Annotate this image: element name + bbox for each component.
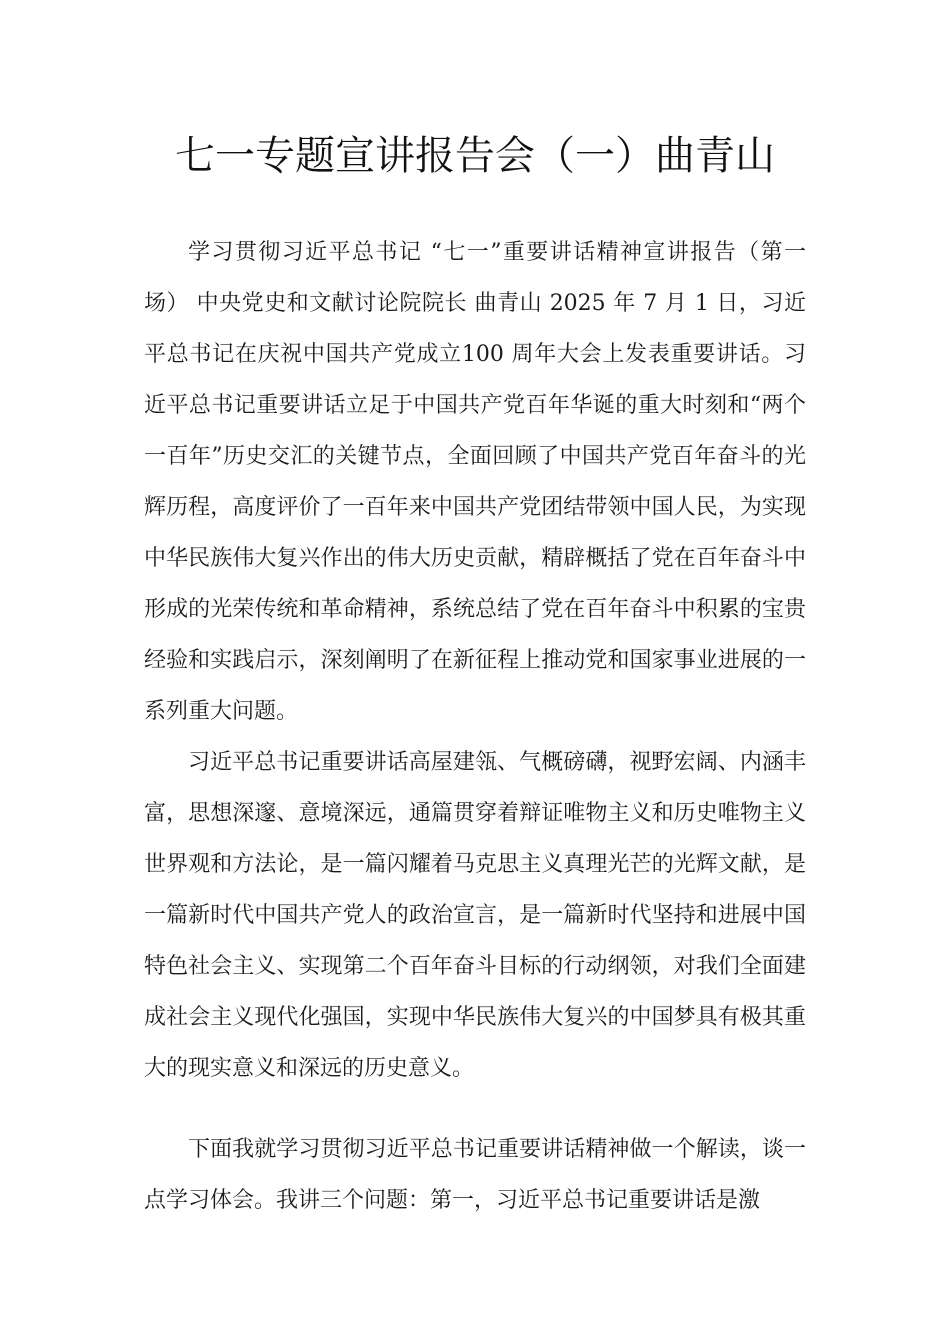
body-section-1 bbox=[144, 227, 806, 737]
body-section-3 bbox=[144, 1124, 806, 1226]
paragraph-intro: 学习贯彻习近平总书记 “七一”重要讲话精神宣讲报告（第一场） 中央党史和文献讨论院院长 曲青山 2025 年 7 月 1 日，习近平总书记在庆祝中国共产党成立100 周年大会上发表重要讲话。习近平总书记重要讲话立足于中国共产党百年华诞的重大时刻和“两个一百年”历史交汇的关键节点，全面回顾了中国共产党百年奋斗的光辉历程，高度评价了一百年来中国共产党团结带领中国人民，为实现中华民族伟大复兴作出的伟大历史贡献，精辟概括了党在百年奋斗中形成的光荣传统和革命精神，系统总结了党在百年奋斗中积累的宝贵经验和实践启示，深刻阐明了在新征程上推动党和国家事业进展的一系列重大问题。 bbox=[144, 240, 806, 724]
paragraph-outline: 下面我就学习贯彻习近平总书记重要讲话精神做一个解读，谈一点学习体会。我讲三个问题：第一，习近平总书记重要讲话是激 bbox=[144, 1137, 806, 1213]
paragraph-significance: 习近平总书记重要讲话高屋建瓴、气概磅礴，视野宏阔、内涵丰富，思想深邃、意境深远，通篇贯穿着辩证唯物主义和历史唯物主义世界观和方法论，是一篇闪耀着马克思主义真理光芒的光辉文献，是一篇新时代中国共产党人的政治宣言，是一篇新时代坚持和进展中国特色社会主义、实现第二个百年奋斗目标的行动纲领，对我们全面建成社会主义现代化强国，实现中华民族伟大复兴的中国梦具有极其重大的现实意义和深远的历史意义。 bbox=[144, 750, 806, 1081]
document-title: 七一专题宣讲报告会（一）曲青山 bbox=[175, 133, 775, 179]
body-section-2 bbox=[144, 737, 806, 1094]
